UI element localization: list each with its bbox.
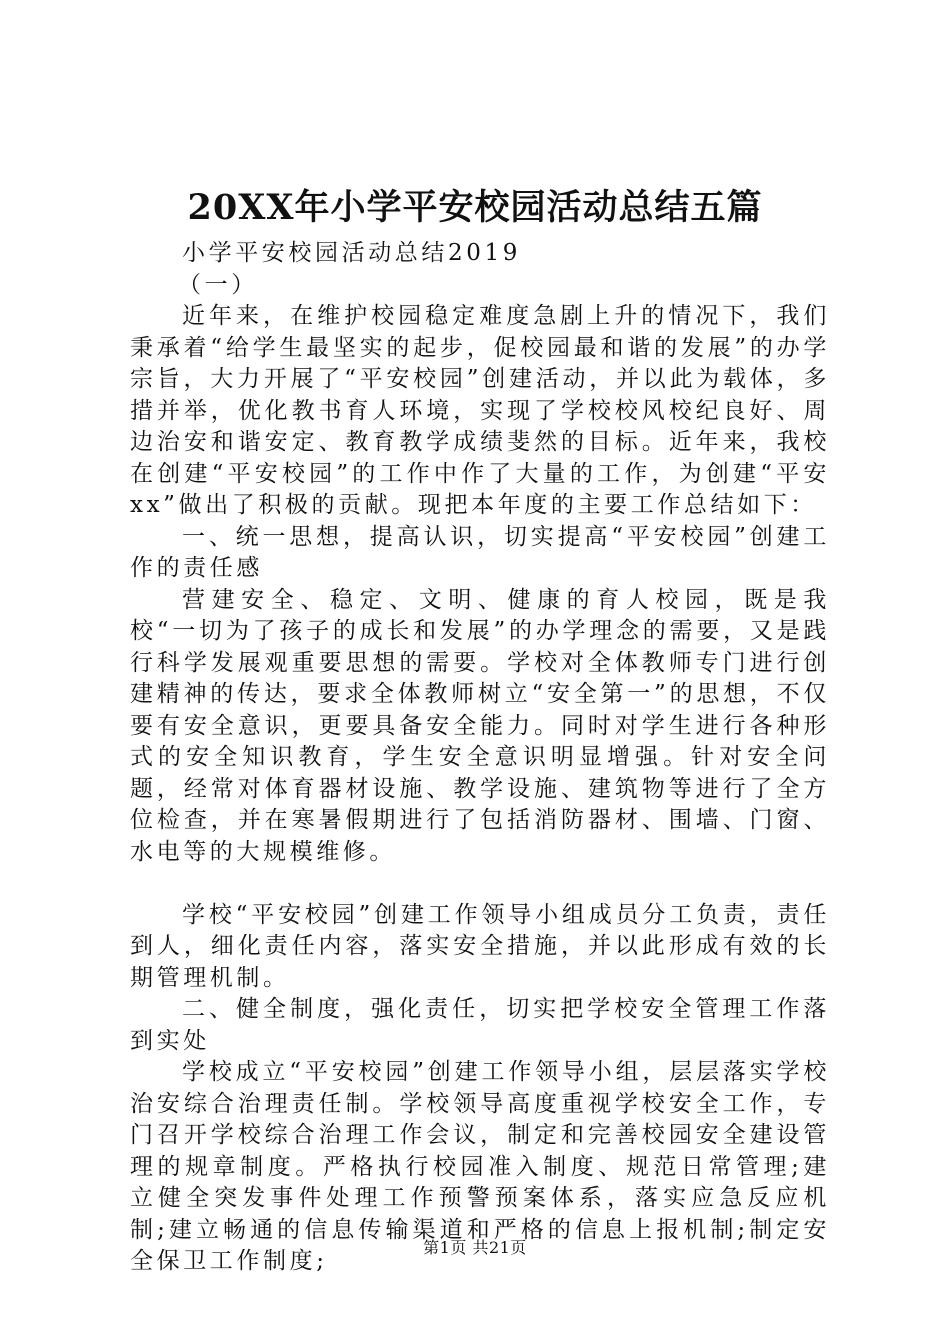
document-title: 20XX年小学平安校园活动总结五篇 [187,187,763,228]
paragraph-section-2: 学校成立“平安校园”创建工作领导小组，层层落实学校治安综合治理责任制。学校领导高度重视学校安全工作，专门召开学校综合治理工作会议，制定和完善校园安全建设管理的规章制度。严格执行校园准入制度、规范日常管理;建立健全突发事件处理工作预警预案体系，落实应急反应机制;建立畅通的信息传输渠道和严格的信息上报机制;制定安全保卫工作制度; [130,1059,830,1274]
section-heading-2: 二、健全制度，强化责任，切实把学校安全管理工作落到实处 [130,996,830,1054]
page-number-footer: 第1页 共21页 [423,1238,527,1257]
part-marker: （一） [178,271,258,298]
paragraph-intro: 近年来，在维护校园稳定难度急剧上升的情况下，我们秉承着“给学生最坚实的起步，促校园最和谐的发展”的办学宗旨，大力开展了“平安校园”创建活动，并以此为载体，多措并举，优化教书育人环境，实现了学校校风校纪良好、周边治安和谐安定、教育教学成绩斐然的目标。近年来，我校在创建“平安校园”的工作中作了大量的工作，为创建“平安xx”做出了积极的贡献。现把本年度的主要工作总结如下： [130,303,830,518]
paragraph-gap [130,868,830,900]
paragraph-leadership: 学校“平安校园”创建工作领导小组成员分工负责，责任到人，细化责任内容，落实安全措施，并以此形成有效的长期管理机制。 [130,901,830,991]
section-heading-1: 一、统一思想，提高认识，切实提高“平安校园”创建工作的责任感 [130,523,830,581]
paragraph-section-1: 营建安全、稳定、文明、健康的育人校园，既是我校“一切为了孩子的成长和发展”的办学理念的需要，又是践行科学发展观重要思想的需要。学校对全体教师专门进行创建精神的传达，要求全体教师树立“安全第一”的思想，不仅要有安全意识，更要具备安全能力。同时对学生进行各种形式的安全知识教育，学生安全意识明显增强。针对安全问题，经常对体育器材设施、教学设施、建筑物等进行了全方位检查，并在寒暑假期进行了包括消防器材、围墙、门窗、水电等的大规模维修。 [130,586,830,865]
document-subtitle: 小学平安校园活动总结2019 [182,240,521,266]
document-body [130,238,830,1278]
